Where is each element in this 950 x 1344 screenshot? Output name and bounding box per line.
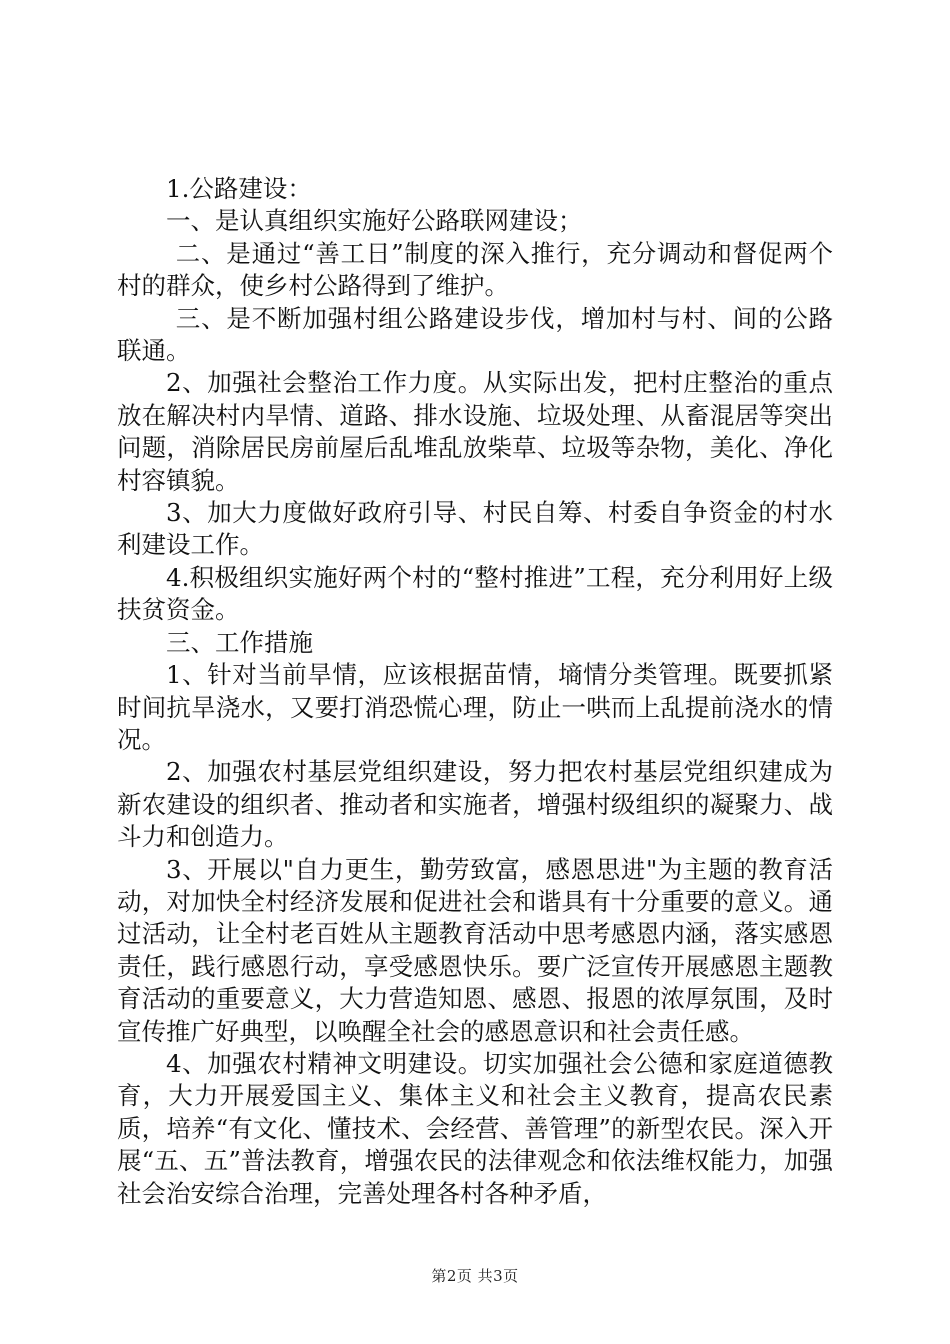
paragraph-road-item-3: 三、是不断加强村组公路建设步伐，增加村与村、间的公路联通。	[117, 303, 833, 366]
paragraph-gratitude-education: 3、开展以"自力更生，勤劳致富，感恩思进"为主题的教育活动，对加快全村经济发展和促进社会和谐具有十分重要的意义。通过活动，让全村老百姓从主题教育活动中思考感恩内涵，落实感恩责任，践行感恩行动，享受感恩快乐。要广泛宣传开展感恩主题教育活动的重要意义，大力营造知恩、感恩、报恩的浓厚氛围，及时宣传推广好典型，以唤醒全社会的感恩意识和社会责任感。	[117, 854, 833, 1046]
paragraph-water-conservancy: 3、加大力度做好政府引导、村民自筹、村委自争资金的村水利建设工作。	[117, 498, 833, 560]
paragraph-party-organization: 2、加强农村基层党组织建设，努力把农村基层党组织建成为新农建设的组织者、推动者和实施者，增强村级组织的凝聚力、战斗力和创造力。	[117, 757, 833, 852]
paragraph-drought-management: 1、针对当前旱情，应该根据苗情，墒情分类管理。既要抓紧时间抗旱浇水，又要打消恐慌心理，防止一哄而上乱提前浇水的情况。	[117, 660, 833, 754]
paragraph-spiritual-civilization: 4、加强农村精神文明建设。切实加强社会公德和家庭道德教育，大力开展爱国主义、集体主义和社会主义教育，提高农民素质，培养“有文化、懂技术、会经营、善管理”的新型农民。深入开展“五、五”普法教育，增强农民的法律观念和依法维权能力，加强社会治安综合治理，完善处理各村各种矛盾，	[117, 1048, 833, 1208]
paragraph-social-governance: 2、加强社会整治工作力度。从实际出发，把村庄整治的重点放在解决村内旱情、道路、排水设施、垃圾处理、从畜混居等突出问题，消除居民房前屋后乱堆乱放柴草、垃圾等杂物，美化、净化村容镇貌。	[117, 368, 833, 495]
document-body	[117, 173, 833, 1210]
paragraph-road-construction-heading: 1.公路建设：	[166, 174, 312, 203]
paragraph-village-advancement: 4.积极组织实施好两个村的“整村推进”工程，充分利用好上级扶贫资金。	[117, 562, 833, 625]
paragraph-road-item-2: 二、是通过“善工日”制度的深入推行，充分调动和督促两个村的群众，使乡村公路得到了维护。	[117, 238, 833, 301]
paragraph-road-item-1: 一、是认真组织实施好公路联网建设；	[166, 206, 583, 236]
page-number-footer: 第2页 共3页	[431, 1267, 519, 1285]
section-heading-work-measures: 三、工作措施	[166, 627, 313, 657]
